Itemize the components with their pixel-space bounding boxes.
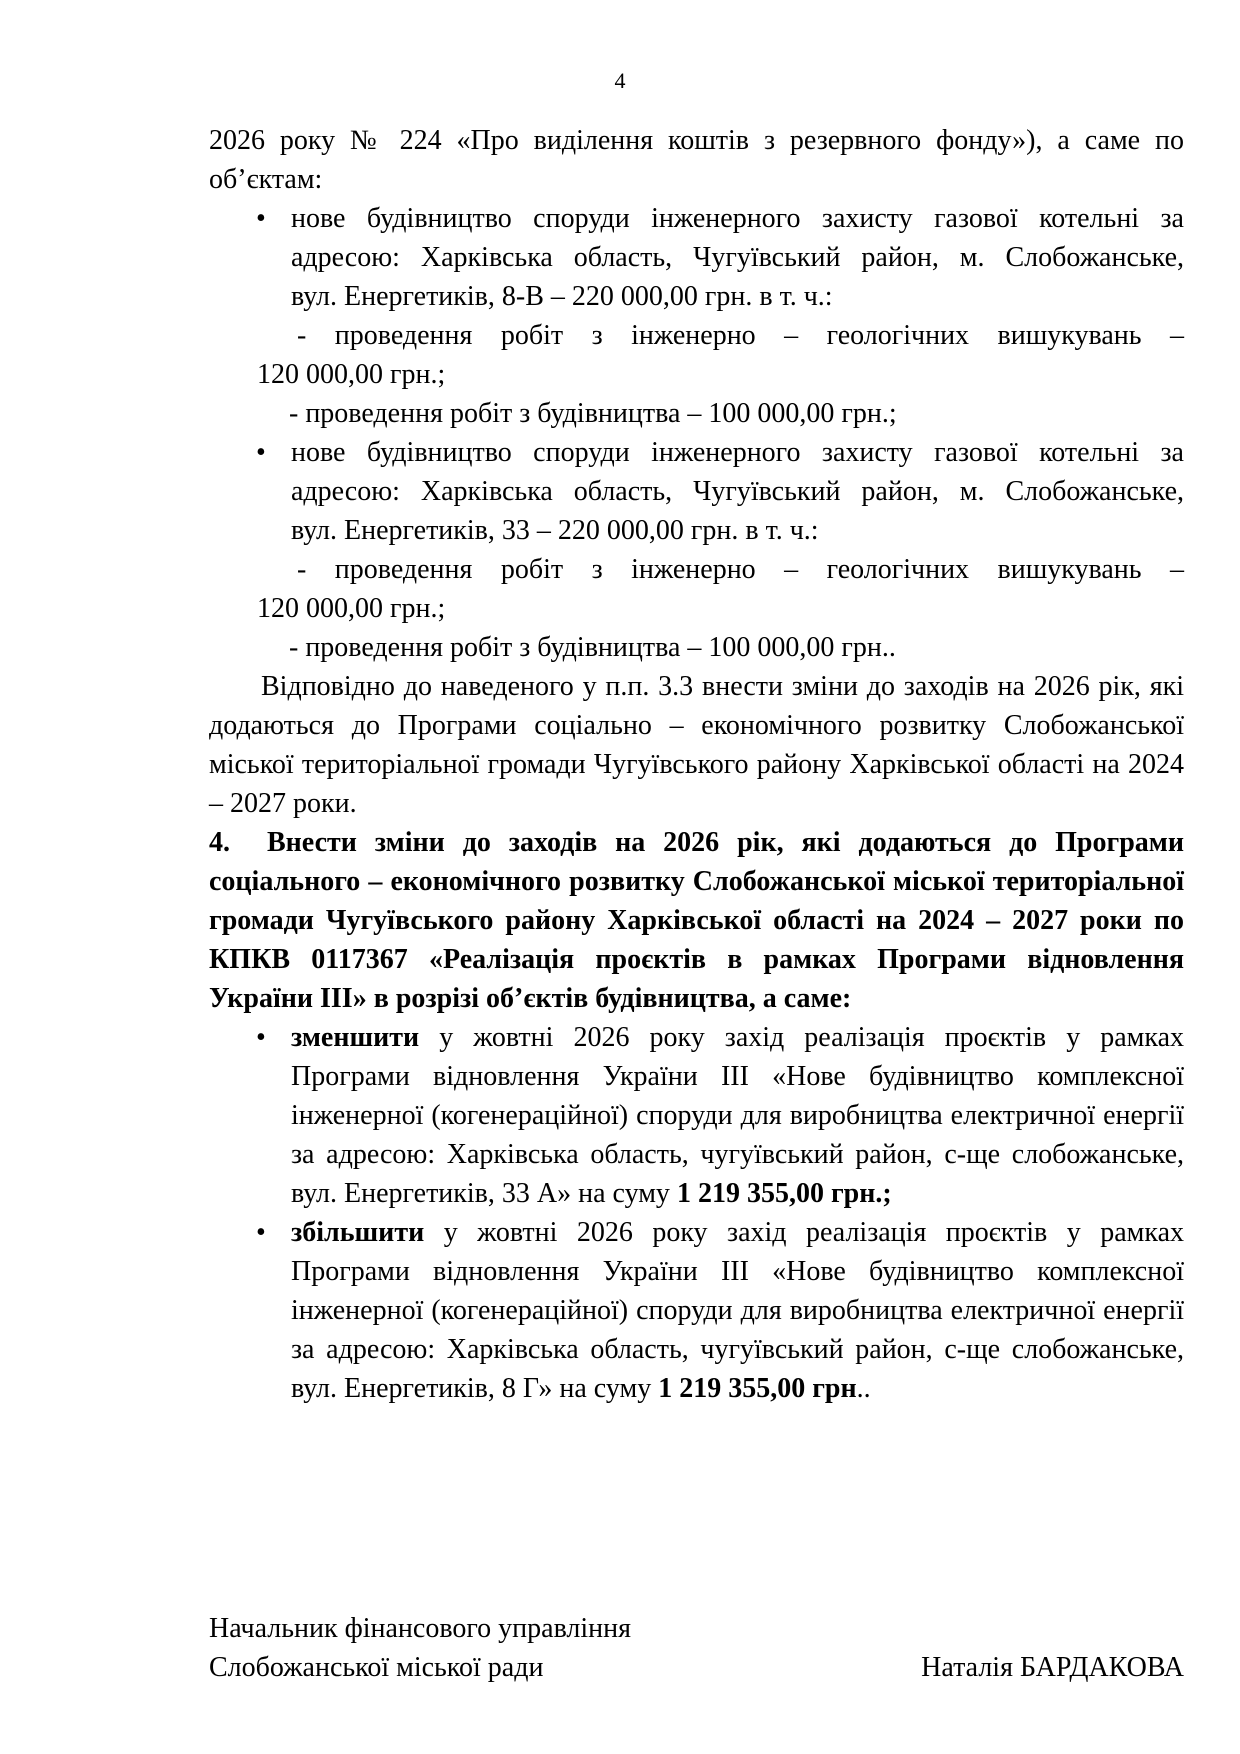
signature-position-line-1: Начальник фінансового управління <box>209 1613 632 1644</box>
bullet-icon: • <box>256 437 266 468</box>
object-item <box>209 433 1184 667</box>
change-amount: 1 219 355,00 грн.; <box>676 1178 892 1209</box>
change-tail: .. <box>856 1373 871 1404</box>
signature-row <box>209 1648 1184 1687</box>
bullet-icon: • <box>256 1022 266 1053</box>
section-number: 4. <box>209 827 230 858</box>
change-bullet <box>209 1018 1184 1213</box>
section-4 <box>209 823 1184 1018</box>
object-bullet-line: • нове будівництво споруди інженерного захисту газової котельні за <box>209 433 1184 472</box>
change-text: у жовтні 2026 року захід реалізація проєктів у рамках Програми відновлення України ІІІ «Нове будівництво комплексної інженерної (когенераційної) споруди для виробництва електричної енергії за адресою: Харківська область, чугуївський район, с-ще слобожанське, вул. Енергетиків, 33 А» на суму <box>291 1022 1184 1209</box>
change-action: зменшити <box>291 1022 420 1053</box>
dash-item-line: - проведення робіт з інженерно – геологічних вишукувань – <box>297 320 1184 351</box>
change-item <box>209 1213 1184 1408</box>
page-number: 4 <box>614 68 626 93</box>
change-bullet <box>209 1213 1184 1408</box>
object-item <box>209 199 1184 433</box>
object-bullet-line: вул. Енергетиків, 33 – 220 000,00 грн. в т. ч.: <box>291 515 819 546</box>
section-4-text: Внести зміни до заходів на 2026 рік, які додаються до Програми соціального – економічного розвитку Слобожанської міської територіальної громади Чугуївського району Харківської області на 2024 – 2027 роки по КПКВ 0117367 «Реалізація проєктів в рамках Програми відновлення України ІІІ» в розрізі об’єктів будівництва, а саме: <box>209 827 1184 1014</box>
signature-block <box>209 1609 1184 1687</box>
signature-name: Наталія БАРДАКОВА <box>921 1652 1184 1683</box>
bullet-icon: • <box>256 1217 266 1248</box>
intro-line-2: об’єктам: <box>209 164 323 195</box>
signature-position-line-2: Слобожанської міської ради <box>209 1652 544 1683</box>
object-bullet-line: вул. Енергетиків, 8-В – 220 000,00 грн. в т. ч.: <box>291 281 833 312</box>
change-text: у жовтні 2026 року захід реалізація проєктів у рамках Програми відновлення України ІІІ «Нове будівництво комплексної інженерної (когенераційної) споруди для виробництва електричної енергії за адресою: Харківська область, чугуївський район, с-ще слобожанське, вул. Енергетиків, 8 Г» на суму <box>291 1217 1184 1404</box>
object-bullet-line: адресою: Харківська область, Чугуївський район, м. Слобожанське, <box>291 242 1184 273</box>
dash-item: - проведення робіт з будівництва – 100 000,00 грн.. <box>289 632 896 663</box>
dash-item-line: - проведення робіт з інженерно – геологічних вишукувань – <box>297 554 1184 585</box>
paragraph-3-3: Відповідно до наведеного у п.п. 3.3 внести зміни до заходів на 2026 рік, які додаються до Програми соціально – економічного розвитку Слобожанської міської територіальної громади Чугуївського району Харківської області на 2024 – 2027 роки. <box>209 671 1184 819</box>
dash-item-line: 120 000,00 грн.; <box>257 593 446 624</box>
bullet-icon: • <box>256 203 266 234</box>
object-bullet-line: адресою: Харківська область, Чугуївський район, м. Слобожанське, <box>291 476 1184 507</box>
dash-item: - проведення робіт з будівництва – 100 000,00 грн.; <box>289 398 897 429</box>
change-amount: 1 219 355,00 грн <box>658 1373 857 1404</box>
object-bullet-line: • нове будівництво споруди інженерного захисту газової котельні за <box>209 199 1184 238</box>
change-item <box>209 1018 1184 1213</box>
intro-line-1: 2026 року № 224 «Про виділення коштів з резервного фонду»), а саме по <box>209 125 1184 156</box>
document-body <box>209 121 1184 1408</box>
change-action: збільшити <box>291 1217 425 1248</box>
dash-item-line: 120 000,00 грн.; <box>257 359 446 390</box>
